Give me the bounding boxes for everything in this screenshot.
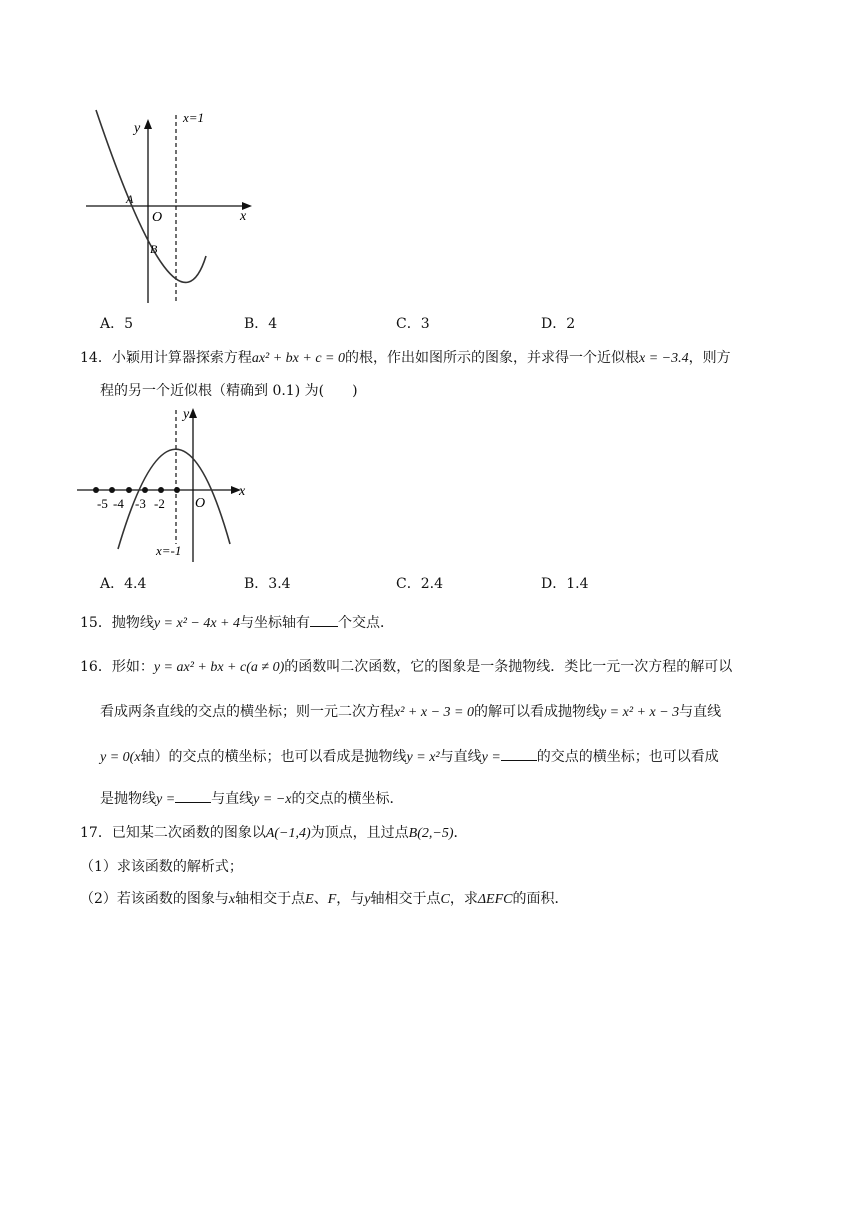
x-label: x xyxy=(240,209,247,224)
point xyxy=(158,487,164,493)
q14-option-a[interactable]: A．4.4 xyxy=(100,576,147,592)
origin-label: O xyxy=(195,496,206,511)
origin-label: O xyxy=(152,210,163,225)
q16-line3: y = 0(x轴）的交点的横坐标；也可以看成是抛物线y = x²与直线y = 的交点的横坐标；也可以看成 xyxy=(100,746,719,768)
q13-option-c[interactable]: C．3 xyxy=(396,316,430,332)
point xyxy=(126,487,132,493)
point xyxy=(93,487,99,493)
y-axis-arrow xyxy=(189,408,197,418)
q14-option-b[interactable]: B．3.4 xyxy=(244,576,291,592)
symmetry-label: x=1 xyxy=(183,110,205,125)
q16-answer-blank-1[interactable] xyxy=(501,746,537,761)
q17-part1: （1）求该函数的解析式； xyxy=(80,859,243,875)
q16-line4: 是抛物线y = 与直线y = −x的交点的横坐标． xyxy=(100,788,404,810)
q14-equation: ax² + bx + c = 0 xyxy=(251,351,346,366)
q14-option-d[interactable]: D．1.4 xyxy=(541,576,589,592)
parabola xyxy=(96,110,206,282)
q14-option-c[interactable]: C．2.4 xyxy=(396,576,443,592)
q16-line1: 16．形如：y = ax² + bx + c(a ≠ 0)的函数叫二次函数，它的图象是一条抛物线．类比一元一次方程的解可以 xyxy=(80,659,733,675)
q14-number: 14． xyxy=(80,350,112,366)
q13-option-b[interactable]: B．4 xyxy=(244,316,278,332)
y-label: y xyxy=(183,407,190,422)
q14-line1: 14．小颖用计算器探索方程ax² + bx + c = 0的根，作出如图所示的图象，并求得一个近似根x = −3.4，则方 xyxy=(80,350,731,366)
y-label: y xyxy=(134,121,141,136)
point xyxy=(174,487,180,493)
point xyxy=(142,487,148,493)
q17-line1: 17．已知某二次函数的图象以A(−1,4)为顶点，且过点B(2,−5)． xyxy=(80,825,468,841)
tick-label: -4 xyxy=(113,496,124,511)
q14-graph xyxy=(75,404,260,564)
tick-label: -3 xyxy=(135,496,146,511)
tick-label: -5 xyxy=(97,496,108,511)
point-b-label: B xyxy=(150,242,158,256)
tick-label: -2 xyxy=(154,496,165,511)
x-label: x xyxy=(239,484,246,499)
symmetry-label: x=-1 xyxy=(156,543,182,558)
point-a-label: A xyxy=(126,192,134,206)
q14-line2: 程的另一个近似根（精确到 0.1) 为( ) xyxy=(100,383,358,399)
q14-root: x = −3.4 xyxy=(639,351,689,366)
q15-equation: y = x² − 4x + 4 xyxy=(153,616,241,631)
q13-option-d[interactable]: D．2 xyxy=(541,316,576,332)
point xyxy=(109,487,115,493)
q16-number: 16． xyxy=(80,659,112,675)
q17-number: 17． xyxy=(80,825,112,841)
q17-part2: （2）若该函数的图象与x轴相交于点E、F，与y轴相交于点C，求ΔEFC的面积． xyxy=(80,891,569,907)
q15-line: 15．抛物线y = x² − 4x + 4与坐标轴有 个交点． xyxy=(80,612,394,634)
q16-answer-blank-2[interactable] xyxy=(175,788,211,803)
q13-option-a[interactable]: A．5 xyxy=(100,316,134,332)
y-axis-arrow xyxy=(144,119,152,129)
q13-graph xyxy=(80,105,270,305)
q16-line2: 看成两条直线的交点的横坐标；则一元二次方程x² + x − 3 = 0的解可以看成抛物线y = x² + x − 3与直线 xyxy=(100,704,722,720)
q15-number: 15． xyxy=(80,615,112,631)
q15-answer-blank[interactable] xyxy=(310,612,338,627)
